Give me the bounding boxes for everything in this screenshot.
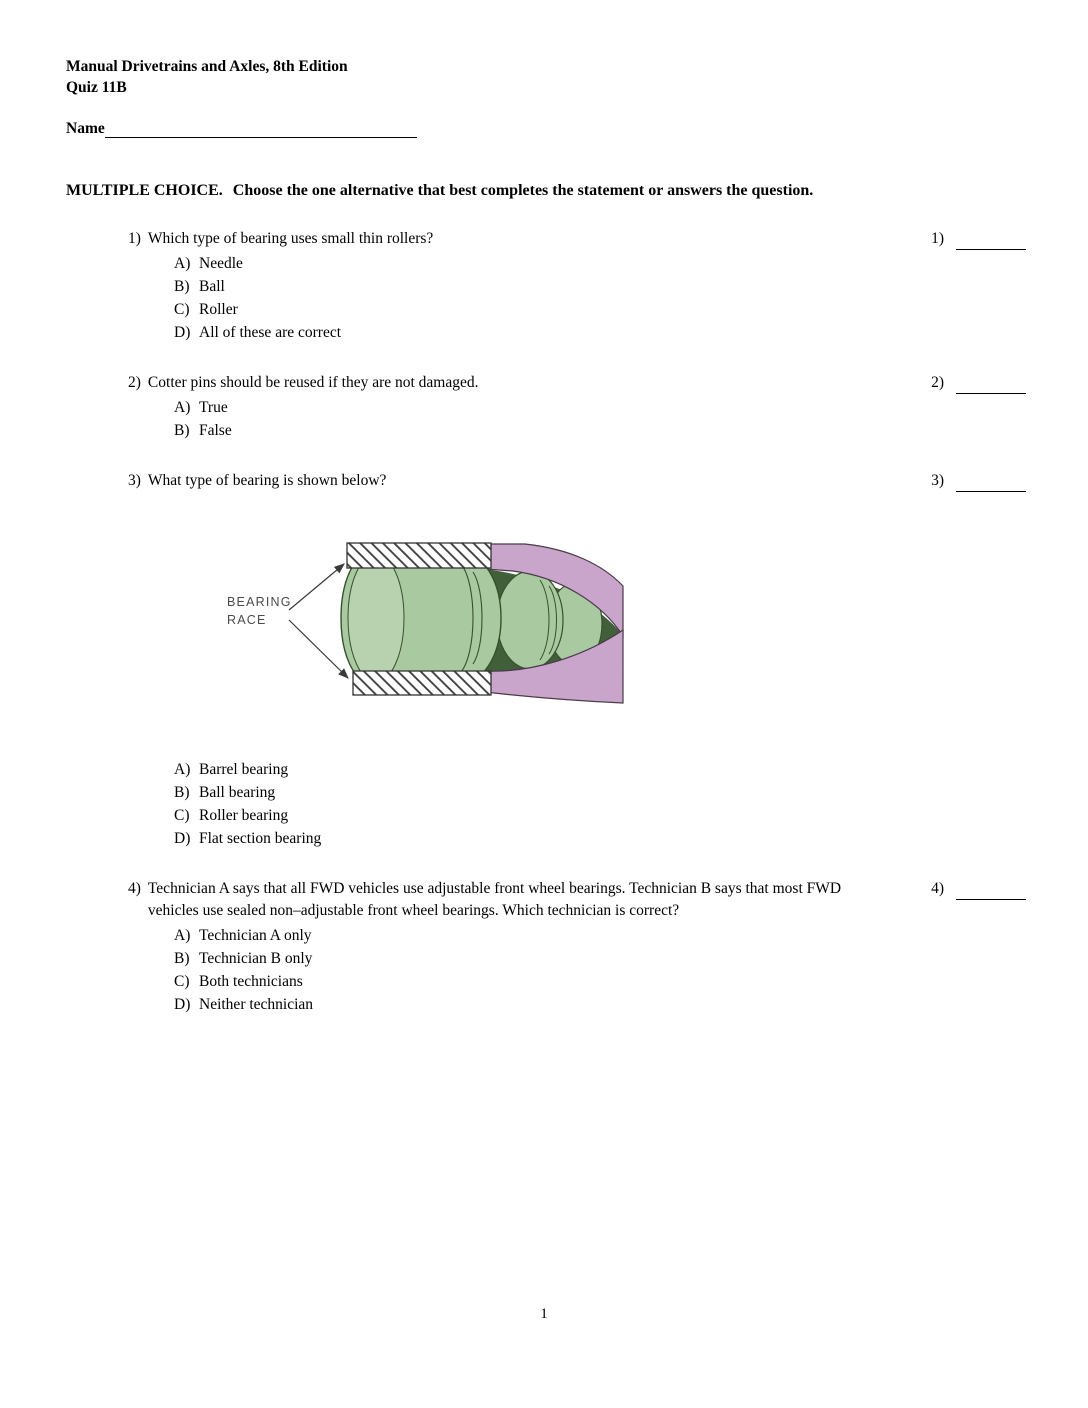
instructions-text: Choose the one alternative that best completes the statement or answers the question. [232,182,814,199]
answer-slot [931,878,1026,900]
name-blank-line [105,120,417,138]
name-row [66,120,1026,138]
choice [174,781,1026,804]
choice-text: True [199,399,228,416]
answer-blank-line [956,233,1026,250]
bearing-roller-middle [497,571,563,669]
choice-letter: D) [174,830,191,847]
choices-list [128,924,1026,1016]
quiz-title: Quiz 11B [66,79,127,96]
choice-text: Ball bearing [199,784,276,801]
question-number: 4) [128,880,141,897]
choice-letter: C) [174,807,190,824]
choice [174,396,1026,419]
bearing-roller-front-face [348,554,404,682]
choice-letter: A) [174,399,191,416]
page-number: 1 [540,1306,548,1322]
choice-letter: D) [174,324,191,341]
choice-text: Technician B only [199,950,313,967]
question-1 [66,228,1026,344]
name-label: Name [66,120,105,137]
outer-race-bottom-cut-section [353,671,491,695]
answer-slot [931,228,1026,250]
choice [174,275,1026,298]
question-text: Technician A says that all FWD vehicles use adjustable front wheel bearings. Technician B says that most FWD vehicles use sealed non–adjustable front wheel bearings. Which technician is correct? [147,880,842,919]
choice [174,924,1026,947]
choices-list [128,252,1026,344]
choices-list [128,396,1026,442]
question-text: What type of bearing is shown below? [147,472,387,489]
choice [174,970,1026,993]
answer-slot [931,372,1026,394]
question-number: 1) [128,230,141,247]
choice-text: Ball [199,278,225,295]
choice-letter: B) [174,950,190,967]
choice-letter: C) [174,301,190,318]
choice [174,804,1026,827]
choice [174,419,1026,442]
choice [174,993,1026,1016]
choice-text: False [199,422,232,439]
book-title: Manual Drivetrains and Axles, 8th Edition [66,58,348,75]
question-number: 3) [128,472,141,489]
document-header [66,56,1026,98]
choice-text: Technician A only [199,927,312,944]
choice-text: Flat section bearing [199,830,322,847]
choice-letter: A) [174,761,191,778]
choice-text: Roller [199,301,238,318]
arrow-to-top-race-icon [289,564,344,610]
answer-blank-line [956,377,1026,394]
section-instructions [66,182,1026,200]
choice [174,252,1026,275]
answer-blank-line [956,475,1026,492]
answer-slot [931,470,1026,492]
question-number: 2) [128,374,141,391]
choice-letter: B) [174,784,190,801]
choice-text: Roller bearing [199,807,289,824]
answer-blank-line [956,883,1026,900]
instructions-label: MULTIPLE CHOICE. [66,182,223,199]
choice [174,947,1026,970]
choice [174,827,1026,850]
bearing-race-label-line1: BEARING [227,595,292,609]
choice-text: Neither technician [199,996,314,1013]
choice-letter: D) [174,996,191,1013]
choice-letter: B) [174,278,190,295]
question-3 [66,470,1026,850]
choice [174,758,1026,781]
question-4 [66,878,1026,1016]
question-text: Which type of bearing uses small thin rollers? [147,230,434,247]
arrow-to-bottom-race-icon [289,620,348,678]
choice-text: Barrel bearing [199,761,289,778]
question-2 [66,372,1026,442]
choice-text: Both technicians [199,973,303,990]
question-text: Cotter pins should be reused if they are not damaged. [147,374,479,391]
outer-race-top-cut-section [347,543,491,568]
answer-number: 1) [931,230,944,247]
bearing-diagram-svg [227,540,625,708]
bearing-race-label-line2: RACE [227,613,267,627]
answer-number: 4) [931,880,944,897]
choice [174,298,1026,321]
answer-number: 3) [931,472,944,489]
bearing-diagram [227,540,625,708]
choices-list [128,758,1026,850]
choice-letter: A) [174,927,191,944]
choice-text: All of these are correct [199,324,342,341]
answer-number: 2) [931,374,944,391]
choice-text: Needle [199,255,243,272]
choice [174,321,1026,344]
choice-letter: A) [174,255,191,272]
choice-letter: C) [174,973,190,990]
choice-letter: B) [174,422,190,439]
